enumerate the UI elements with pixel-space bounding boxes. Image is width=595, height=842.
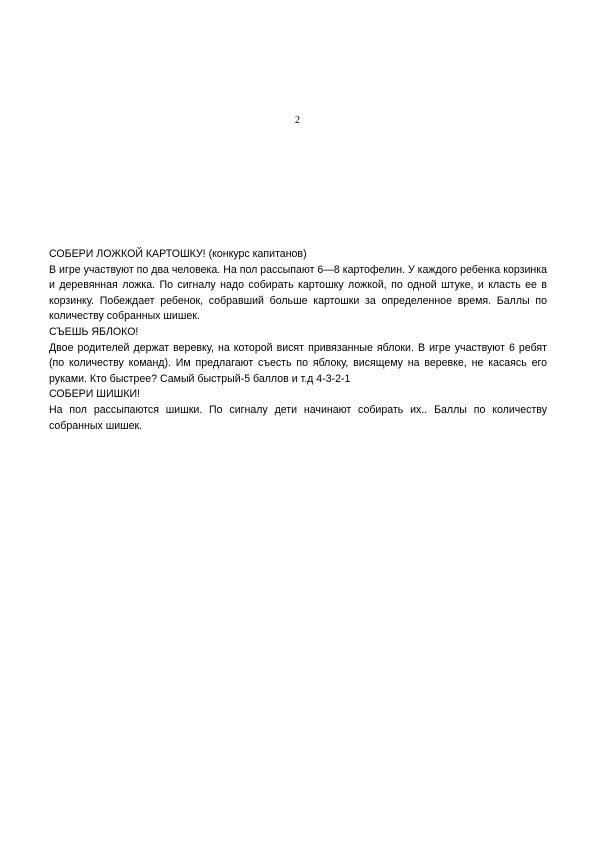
document-body — [49, 247, 547, 434]
section-apple — [49, 325, 547, 387]
section-title: СЪЕШЬ ЯБЛОКО! — [49, 325, 139, 338]
section-title: СОБЕРИ ЛОЖКОЙ КАРТОШКУ! (конкурс капитанов) — [49, 248, 307, 260]
section-potato — [49, 247, 547, 325]
section-cones — [49, 387, 547, 434]
section-text: Двое родителей держат веревку, на которой висят привязанные яблоки. В игре участвуют 6 ребят (по количеству команд). Им предлагают съесть по яблоку, висящему на веревке, не касаясь его руками. Кто быстрее? Самый быстрый-5 баллов и т.д 4-3-2-1 — [49, 341, 547, 385]
section-title: СОБЕРИ ШИШКИ! — [49, 388, 141, 401]
section-text: В игре участвуют по два человека. На пол рассыпают 6—8 картофелин. У каждого ребенка корзинка и деревянная ложка. По сигналу надо собирать картошку ложкой, по одной штуке, и класть ее в корзинку. Побеждает ребенок, собравший больше картошки за определенное время. Баллы по количеству собранных шишек. — [49, 263, 547, 323]
section-text: На пол рассыпаются шишки. По сигналу дети начинают собирать их.. Баллы по количеству собранных шишек. — [49, 403, 547, 432]
page-number: 2 — [295, 115, 300, 126]
